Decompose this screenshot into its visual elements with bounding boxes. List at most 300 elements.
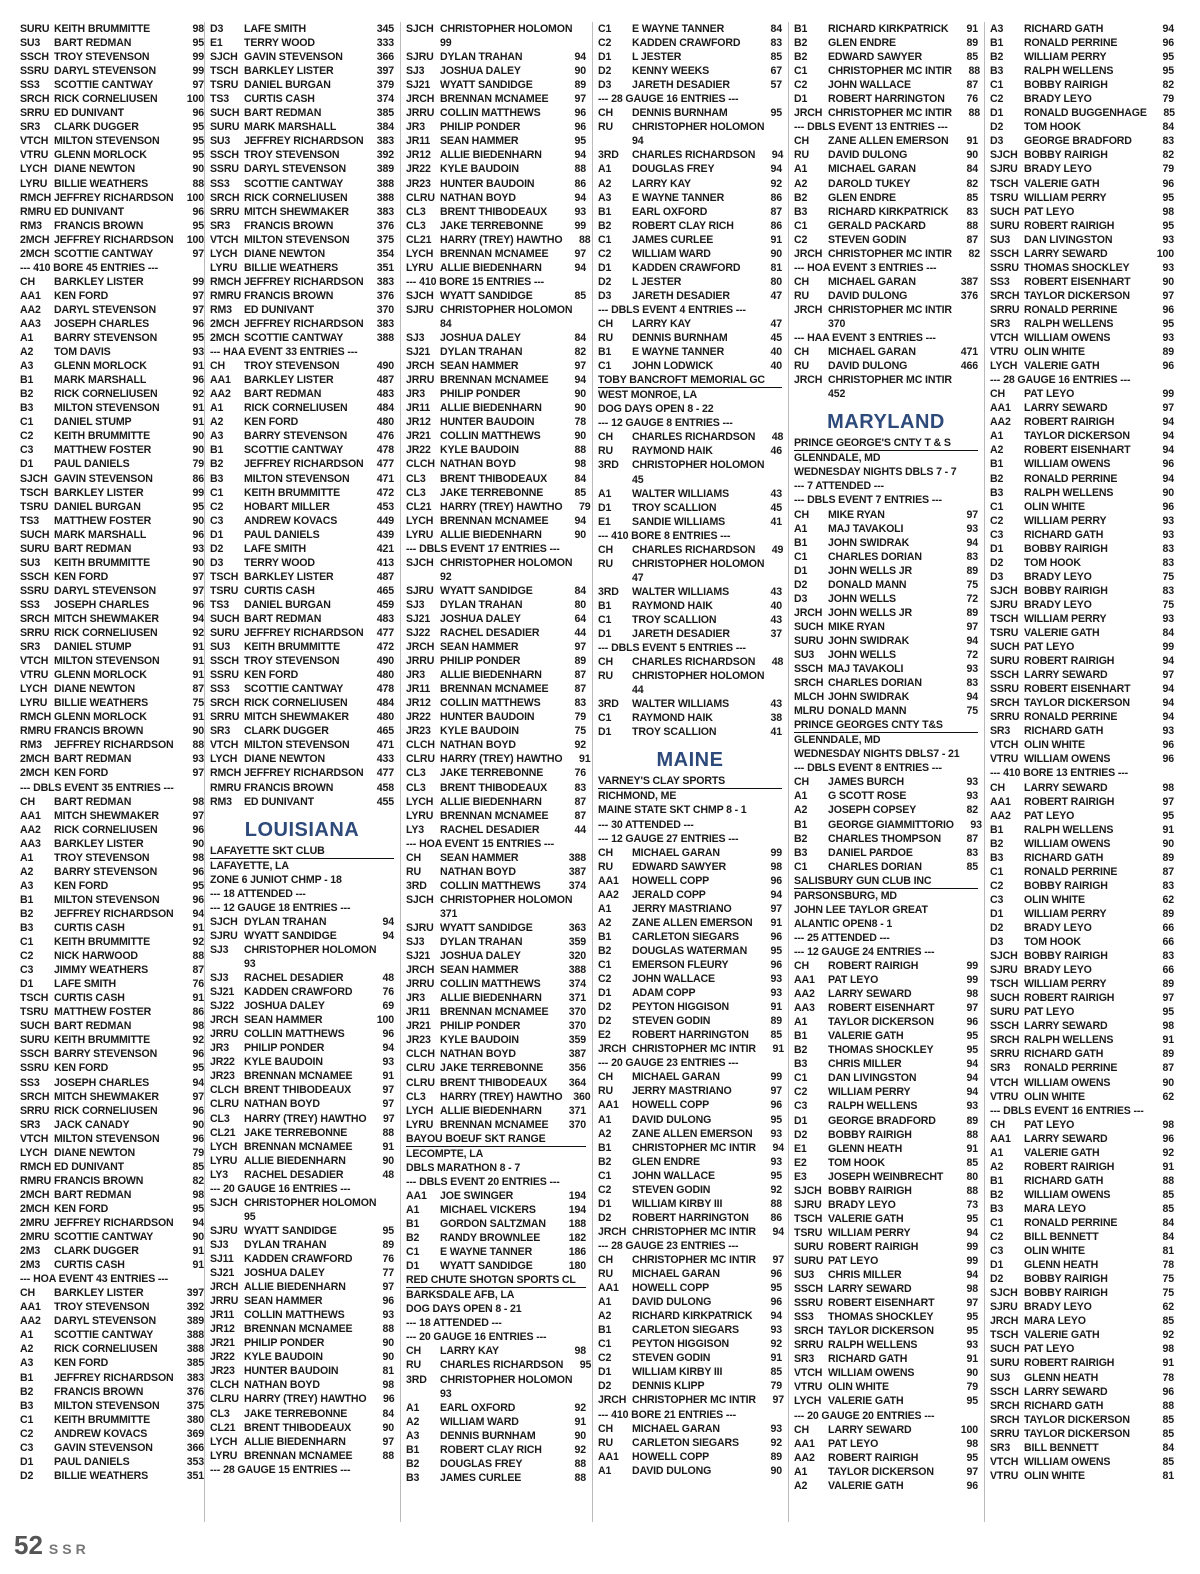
- shooter-name: CURTIS CASH: [54, 922, 125, 934]
- result-row: [20, 275, 204, 289]
- result-row: [990, 612, 1174, 626]
- score: 95: [966, 1044, 978, 1057]
- score: 449: [376, 514, 394, 527]
- class-code: JR22: [210, 1351, 235, 1364]
- score: 98: [770, 860, 782, 873]
- score: 363: [568, 922, 586, 934]
- shooter-name: KEN FORD: [54, 1202, 109, 1215]
- class-code: C2: [598, 1183, 612, 1196]
- score: 96: [1162, 500, 1174, 513]
- shooter-name: FRANCIS BROWN: [54, 219, 144, 232]
- result-row: [794, 387, 978, 401]
- result-row: [210, 486, 394, 500]
- class-code: JR23: [406, 1034, 431, 1047]
- result-row: [406, 1259, 586, 1273]
- class-code: A2: [20, 346, 34, 359]
- shooter-name: HARRY (TREY) HAWTHO: [244, 1393, 367, 1406]
- score: 85: [966, 191, 978, 204]
- class-code: D1: [794, 93, 808, 106]
- shooter-name: DANIEL BURGAN: [244, 79, 331, 92]
- result-row: [406, 1415, 586, 1429]
- shooter-name: BOBBY RAIRIGH: [828, 1128, 912, 1141]
- score: [366, 1210, 394, 1224]
- class-code: B1: [210, 444, 224, 457]
- result-row: [210, 584, 394, 598]
- section-dash: ---: [210, 1463, 221, 1476]
- score: 93: [1162, 612, 1174, 625]
- result-row: [210, 162, 394, 176]
- class-code: D1: [990, 1259, 1004, 1272]
- class-code: B3: [794, 205, 808, 218]
- shooter-name: KEITH BRUMMITTE: [54, 936, 151, 949]
- result-row: [406, 50, 586, 64]
- shooter-name: ZANE ALLEN EMERSON: [828, 135, 949, 148]
- class-code: CH: [598, 1422, 614, 1435]
- class-code: CLRU: [406, 191, 435, 204]
- result-row: [20, 162, 204, 176]
- score: 96: [382, 1295, 394, 1308]
- result-row: [406, 865, 586, 879]
- result-row: [20, 668, 204, 682]
- shooter-name: CHRISTOPHER HOLOMON: [440, 1373, 573, 1386]
- score: 89: [1162, 851, 1174, 864]
- section-header: [598, 818, 782, 832]
- shooter-name: RICK CORNELIUSEN: [244, 191, 348, 204]
- shooter-name: ROBERT RAIRIGH: [828, 960, 919, 972]
- class-code: E1: [210, 37, 223, 50]
- shooter-name: ALLIE BIEDENHARN: [440, 261, 542, 274]
- class-code: SURU: [990, 1357, 1020, 1370]
- class-code: RM3: [210, 795, 232, 808]
- shooter-name: DONALD MANN: [828, 578, 907, 591]
- class-code: SSRU: [210, 669, 239, 682]
- section-dash: ---: [406, 837, 417, 850]
- event-header-text: WEDNESDAY NIGHTS DBLS 7 - 7: [794, 466, 957, 479]
- shooter-name: PAT LEYO: [828, 1254, 879, 1267]
- result-row: [406, 1189, 586, 1203]
- result-row: [990, 570, 1174, 584]
- result-row: [794, 1043, 978, 1057]
- shooter-name: JARETH DESADIER: [632, 79, 730, 92]
- score: 90: [770, 1464, 782, 1477]
- score: 83: [966, 205, 978, 218]
- result-row: [598, 1127, 782, 1141]
- score: 94: [382, 929, 394, 942]
- result-row: [20, 191, 204, 205]
- shooter-name: ALLIE BIEDENHARN: [440, 992, 542, 1005]
- result-row: [794, 550, 978, 564]
- class-code: D2: [598, 1211, 612, 1224]
- result-row: [210, 472, 394, 486]
- class-code: C2: [598, 37, 612, 50]
- class-code: B3: [990, 851, 1004, 864]
- result-row: [990, 851, 1174, 865]
- score: 99: [192, 275, 204, 288]
- shooter-name: BARKLEY LISTER: [244, 65, 334, 78]
- class-code: SU3: [210, 135, 231, 148]
- score: 89: [770, 1015, 782, 1028]
- result-row: [794, 92, 978, 106]
- shooter-name: 92: [440, 570, 452, 583]
- score: 76: [382, 1252, 394, 1265]
- result-row: [20, 949, 204, 963]
- class-code: VTRU: [794, 1381, 823, 1394]
- class-code: CH: [598, 846, 614, 859]
- shooter-name: KEN FORD: [244, 669, 299, 682]
- score: 62: [1162, 1090, 1174, 1103]
- shooter-name: CHRISTOPHER HOLOMON: [440, 556, 573, 569]
- class-code: A1: [794, 790, 808, 803]
- shooter-name: SCOTTIE CANTWAY: [54, 1231, 154, 1244]
- score: 91: [772, 1043, 784, 1056]
- class-code: SSCH: [20, 570, 49, 583]
- event-header: [598, 774, 782, 789]
- score: 66: [1162, 964, 1174, 977]
- class-code: C2: [990, 93, 1004, 106]
- class-code: TSCH: [794, 1212, 823, 1225]
- result-row: [794, 1015, 978, 1029]
- result-row: [406, 1401, 586, 1415]
- class-code: SSRU: [794, 1297, 823, 1310]
- result-row: [210, 36, 394, 50]
- shooter-name: PEYTON HIGGISON: [632, 1001, 730, 1014]
- class-code: SJRU: [210, 929, 238, 942]
- shooter-name: PAUL DANIELS: [54, 458, 130, 471]
- shooter-name: BARRY STEVENSON: [54, 1048, 158, 1061]
- result-row: [990, 1342, 1174, 1356]
- result-row: [406, 626, 586, 640]
- class-code: SJRU: [406, 303, 434, 316]
- class-code: SR3: [210, 725, 231, 738]
- class-code: A3: [20, 360, 34, 373]
- score: 480: [376, 711, 394, 724]
- result-row: [990, 1413, 1174, 1427]
- shooter-name: PAT LEYO: [1024, 1343, 1075, 1356]
- result-row: [794, 1240, 978, 1254]
- section-dash: ---: [406, 275, 417, 288]
- result-row: [20, 991, 204, 1005]
- class-code: SJ3: [210, 943, 229, 956]
- result-row: [210, 640, 394, 654]
- score: 91: [192, 416, 204, 429]
- shooter-name: E WAYNE TANNER: [440, 1246, 533, 1259]
- score: 83: [966, 677, 978, 690]
- class-code: B3: [20, 922, 34, 934]
- section-title: 18 ATTENDED ---: [419, 1317, 502, 1330]
- shooter-name: JOSEPH CHARLES: [54, 1076, 150, 1089]
- result-row: [990, 514, 1174, 528]
- result-row: [990, 443, 1174, 457]
- shooter-name: CHRISTOPHER MC INTIR: [828, 65, 952, 78]
- shooter-name: MICHAEL GARAN: [828, 275, 916, 288]
- result-row: [598, 613, 782, 627]
- score: 88: [574, 444, 586, 457]
- shooter-name: ROBERT RAIRIGH: [1024, 992, 1115, 1005]
- score: 91: [192, 1245, 204, 1258]
- shooter-name: WILLIAM PERRY: [1024, 612, 1107, 625]
- shooter-name: MICHAEL GARAN: [632, 1268, 720, 1281]
- shooter-name: LAFE SMITH: [244, 542, 307, 555]
- result-row: [20, 373, 204, 387]
- shooter-name: BILLIE WEATHERS: [54, 1469, 149, 1482]
- result-row: [406, 991, 586, 1005]
- score: 375: [186, 1399, 204, 1412]
- event-header-text: MAINE STATE SKT CHMP 8 - 1: [598, 804, 747, 817]
- score: 370: [568, 1020, 586, 1033]
- score: 94: [1162, 655, 1174, 668]
- shooter-name: PHILIP PONDER: [244, 1337, 325, 1350]
- class-code: B2: [20, 1385, 34, 1398]
- score: 94: [1162, 697, 1174, 710]
- class-code: LYRU: [406, 1118, 434, 1131]
- shooter-name: JOHN WELLS JR: [828, 606, 912, 619]
- score: 100: [1156, 247, 1174, 260]
- class-code: JR23: [210, 1365, 235, 1378]
- score: 88: [966, 1184, 978, 1197]
- class-code: CL3: [406, 1090, 426, 1103]
- score: 91: [770, 1352, 782, 1365]
- result-row: [406, 500, 591, 514]
- shooter-name: GLENN MORLOCK: [54, 149, 147, 162]
- class-code: C1: [598, 712, 612, 725]
- score: 87: [1162, 1062, 1174, 1075]
- shooter-name: HARRY (TREY) HAWTHO: [440, 500, 563, 513]
- shooter-name: RONALD PERRINE: [1024, 1216, 1118, 1229]
- class-code: A1: [990, 1146, 1004, 1159]
- class-code: CH: [406, 851, 422, 864]
- score: 94: [966, 536, 978, 549]
- result-row: [406, 373, 586, 387]
- class-code: SSRU: [20, 584, 49, 597]
- shooter-name: TOM HOOK: [828, 1156, 885, 1169]
- score: 89: [382, 1238, 394, 1251]
- class-code: SJ21: [210, 1267, 235, 1280]
- score: 87: [192, 683, 204, 696]
- class-code: RMRU: [20, 725, 52, 738]
- result-row: [210, 1097, 394, 1111]
- result-row: [598, 958, 782, 972]
- class-code: C1: [598, 1338, 612, 1351]
- class-code: B2: [406, 1457, 420, 1470]
- class-code: CH: [990, 781, 1006, 794]
- class-code: SURU: [20, 1034, 50, 1047]
- class-code: D3: [598, 289, 612, 302]
- class-code: C3: [990, 1245, 1004, 1258]
- score: 97: [383, 1112, 395, 1125]
- result-row: [990, 654, 1174, 668]
- spacer: [598, 739, 782, 747]
- score: 43: [770, 487, 782, 500]
- result-row: [20, 1441, 204, 1455]
- shooter-name: WILLIAM WARD: [440, 1415, 519, 1428]
- score: 93: [1162, 261, 1174, 274]
- shooter-name: TROY STEVENSON: [54, 851, 150, 864]
- result-row: [598, 1183, 782, 1197]
- score: 95: [192, 1062, 204, 1075]
- section-dash: ---: [598, 303, 609, 316]
- class-code: B1: [598, 346, 612, 359]
- class-code: SJ3: [406, 936, 425, 949]
- section-dash: ---: [794, 945, 805, 958]
- score: 186: [568, 1246, 586, 1259]
- score: 90: [192, 725, 204, 738]
- result-row: [598, 986, 782, 1000]
- shooter-name: ROBERT EISENHART: [828, 1002, 935, 1015]
- shooter-name: ZANE ALLEN EMERSON: [632, 916, 753, 929]
- result-row: [210, 1196, 394, 1210]
- state-heading: [210, 817, 394, 844]
- event-header-text: DOG DAYS OPEN 8 - 22: [598, 403, 714, 416]
- class-code: C1: [990, 865, 1004, 878]
- score: 85: [1162, 1315, 1174, 1328]
- result-row: [598, 515, 782, 529]
- class-code: RM3: [210, 303, 232, 316]
- shooter-name: SEAN HAMMER: [440, 964, 519, 977]
- section-dash: ---: [794, 261, 805, 274]
- shooter-name: BOBBY RAIRIGH: [1024, 149, 1108, 162]
- shooter-name: RICHARD GATH: [828, 1353, 908, 1366]
- shooter-name: WILLIAM PERRY: [828, 1226, 911, 1239]
- shooter-name: JARETH DESADIER: [632, 628, 730, 641]
- event-header: [210, 873, 394, 887]
- result-row: [406, 921, 586, 935]
- score: 97: [966, 620, 978, 633]
- shooter-name: HARRY (TREY) HAWTHO: [440, 1090, 563, 1103]
- shooter-name: WILLIAM PERRY: [1024, 514, 1107, 527]
- score: 80: [770, 275, 782, 288]
- section-dash: ---: [406, 1331, 417, 1344]
- shooter-name: GLEN ENDRE: [632, 1155, 700, 1168]
- shooter-name: 99: [440, 37, 452, 50]
- class-code: SU3: [20, 556, 41, 569]
- score: 91: [192, 922, 204, 934]
- score: 194: [568, 1203, 586, 1216]
- shooter-name: WILLIAM OWENS: [1024, 837, 1111, 850]
- shooter-name: NATHAN BOYD: [440, 739, 516, 752]
- score: 95: [966, 1325, 978, 1338]
- score: 100: [186, 233, 204, 246]
- class-code: CH: [598, 107, 614, 120]
- result-row: [20, 1328, 204, 1342]
- score: 371: [568, 1104, 586, 1117]
- result-row: [794, 219, 978, 233]
- shooter-name: DOUGLAS FREY: [632, 163, 715, 176]
- class-code: D1: [598, 501, 612, 514]
- results-column-1: [20, 22, 204, 1522]
- result-row: [406, 78, 586, 92]
- section-dash: ---: [794, 480, 805, 493]
- class-code: D3: [990, 570, 1004, 583]
- shooter-name: FRANCIS BROWN: [244, 219, 334, 232]
- section-header: [210, 1182, 394, 1196]
- shooter-name: RICK CORNELIUSEN: [54, 823, 158, 836]
- shooter-name: BRENNAN MCNAMEE: [440, 514, 549, 527]
- class-code: B1: [406, 1217, 420, 1230]
- result-row: [598, 177, 782, 191]
- score: 85: [574, 486, 586, 499]
- section-header: [794, 945, 978, 959]
- result-row: [794, 1114, 978, 1128]
- class-code: B1: [20, 893, 34, 906]
- shooter-name: EDWARD SAWYER: [632, 860, 726, 873]
- result-row: [990, 752, 1174, 766]
- result-row: [20, 247, 204, 261]
- result-row: [210, 943, 394, 957]
- class-code: LYCH: [210, 1435, 238, 1448]
- class-code: CH: [794, 135, 810, 148]
- score: 88: [1162, 1399, 1174, 1412]
- result-row: [210, 134, 394, 148]
- result-row: [598, 930, 782, 944]
- score: 82: [968, 247, 980, 260]
- result-row: [210, 1308, 394, 1322]
- shooter-name: SEAN HAMMER: [440, 360, 519, 373]
- shooter-name: HOBART MILLER: [244, 500, 330, 513]
- score: 90: [382, 1421, 394, 1434]
- score: 89: [966, 1114, 978, 1127]
- class-code: JRCH: [598, 1043, 627, 1056]
- result-row: [210, 275, 394, 289]
- shooter-name: LAFE SMITH: [54, 978, 117, 991]
- result-row: [406, 668, 586, 682]
- shooter-name: ALLIE BIEDENHARN: [244, 1154, 346, 1167]
- section-dash: ---: [210, 901, 221, 914]
- score: 93: [770, 1422, 782, 1435]
- shooter-name: ALLIE BIEDENHARN: [244, 1435, 346, 1448]
- score: 88: [382, 1449, 394, 1462]
- result-row: [20, 738, 204, 752]
- result-row: [20, 1216, 204, 1230]
- section-dash: ---: [598, 1057, 609, 1070]
- result-row: [20, 233, 204, 247]
- score: 388: [186, 1343, 204, 1356]
- result-row: [990, 345, 1174, 359]
- result-row: [210, 766, 394, 780]
- shooter-name: TOM HOOK: [1024, 556, 1081, 569]
- shooter-name: JOHN WELLS JR: [828, 564, 912, 577]
- class-code: B1: [990, 37, 1004, 50]
- class-code: SJRU: [794, 1198, 822, 1211]
- score: 46: [770, 445, 782, 458]
- score: 81: [770, 261, 782, 274]
- class-code: CLRU: [406, 1062, 435, 1075]
- score: 96: [966, 1479, 978, 1492]
- class-code: RMRU: [210, 289, 242, 302]
- shooter-name: BRENNAN MCNAMEE: [244, 1140, 353, 1153]
- result-row: [210, 696, 394, 710]
- shooter-name: JEFFREY RICHARDSON: [244, 767, 364, 780]
- result-row: [210, 373, 394, 387]
- class-code: B1: [990, 458, 1004, 471]
- shooter-name: MARA LEYO: [1024, 1315, 1086, 1328]
- score: 95: [1162, 51, 1174, 64]
- shooter-name: TROY STEVENSON: [244, 655, 340, 668]
- shooter-name: JOSHUA DALEY: [440, 332, 521, 345]
- class-code: SU3: [990, 233, 1011, 246]
- section-title: 28 GAUGE 23 ENTRIES ---: [611, 1239, 739, 1252]
- score: 85: [770, 51, 782, 64]
- score: 87: [966, 832, 978, 845]
- score: 98: [966, 988, 978, 1001]
- result-row: [990, 1314, 1174, 1328]
- score: 97: [382, 1098, 394, 1111]
- class-code: C1: [990, 79, 1004, 92]
- shooter-name: BOBBY RAIRIGH: [1024, 950, 1108, 963]
- score: 95: [770, 944, 782, 957]
- result-row: [20, 1019, 204, 1033]
- score: 95: [192, 121, 204, 134]
- shooter-name: BARKLEY LISTER: [244, 374, 334, 387]
